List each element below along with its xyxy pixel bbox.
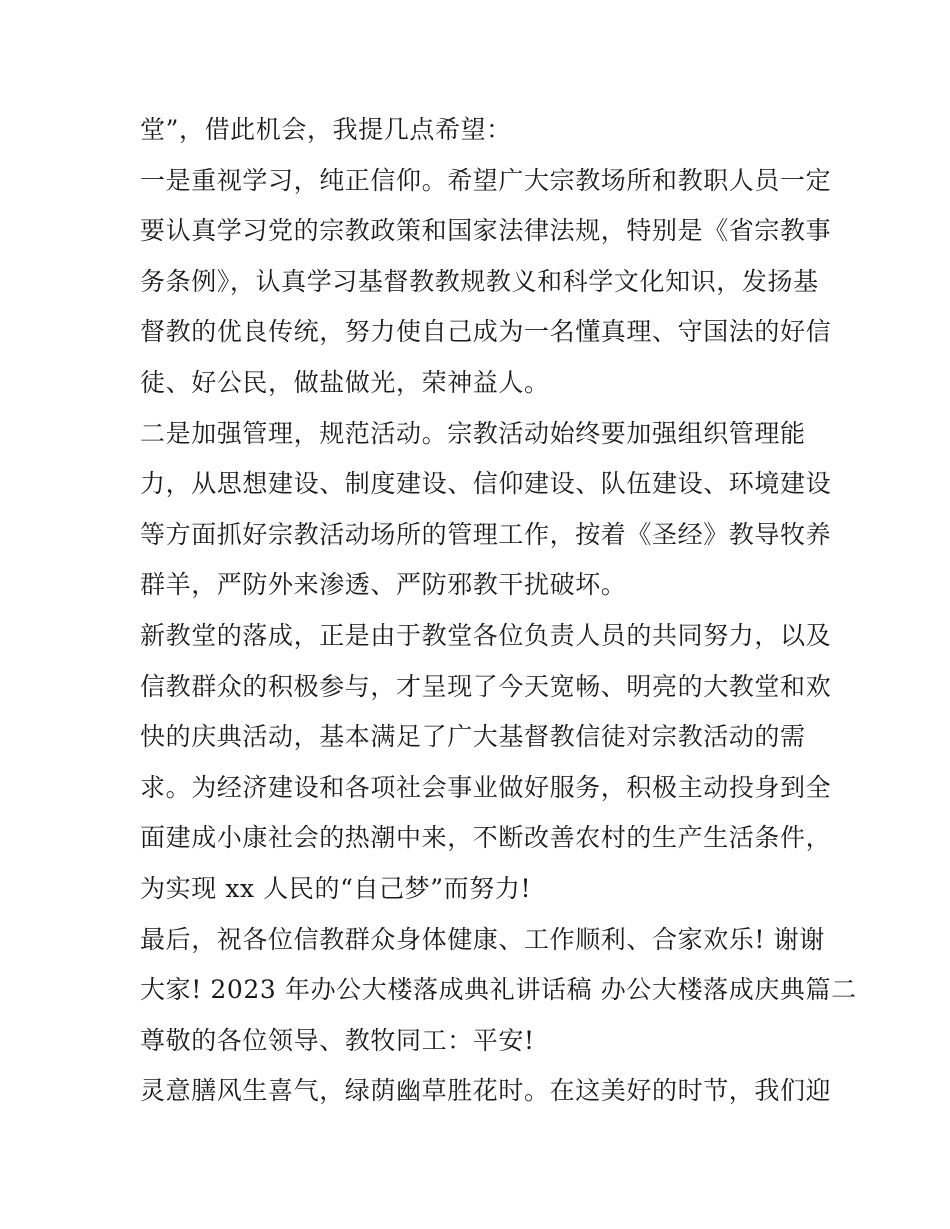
- text-line: 最后，祝各位信教群众身体健康、工作顺利、合家欢乐! 谢谢: [140, 924, 825, 954]
- text-line: 力，从思想建设、制度建设、信仰建设、队伍建设、环境建设: [140, 469, 832, 499]
- text-line: 二是加强管理，规范活动。宗教活动始终要加强组织管理能: [140, 418, 806, 448]
- text-line: 大家! 2023 年办公大楼落成典礼讲话稿 办公大楼落成庆典篇二: [140, 975, 857, 1005]
- text-line: 徒、好公民，做盐做光，荣神益人。: [140, 368, 550, 397]
- text-line: 督教的优良传统，努力使自己成为一名懂真理、守国法的好信: [140, 317, 832, 347]
- text-line: 信教群众的积极参与，才呈现了今天宽畅、明亮的大教堂和欢: [140, 671, 832, 701]
- text-line: 灵意膳风生喜气，绿荫幽草胜花时。在这美好的时节，我们迎: [140, 1076, 832, 1106]
- text-line: 堂”，借此机会，我提几点希望：: [140, 115, 512, 144]
- text-line: 等方面抓好宗教活动场所的管理工作，按着《圣经》教导牧养: [140, 519, 832, 549]
- text-line: 面建成小康社会的热潮中来，不断改善农村的生产生活条件，: [140, 823, 832, 853]
- text-line: 为实现 xx 人民的“自己梦”而努力!: [140, 874, 532, 903]
- text-line: 务条例》，认真学习基督教教规教义和科学文化知识，发扬基: [140, 266, 819, 296]
- text-line: 快的庆典活动，基本满足了广大基督教信徒对宗教活动的需: [140, 722, 806, 752]
- text-line: 尊敬的各位领导、教牧同工：平安!: [140, 1025, 535, 1055]
- text-line: 一是重视学习，纯正信仰。希望广大宗教场所和教职人员一定: [140, 165, 832, 195]
- text-line: 求。为经济建设和各项社会事业做好服务，积极主动投身到全: [140, 772, 832, 802]
- text-line: 新教堂的落成，正是由于教堂各位负责人员的共同努力，以及: [140, 621, 832, 650]
- text-line: 要认真学习党的宗教政策和国家法律法规，特别是《省宗教事: [140, 216, 832, 246]
- text-line: 群羊，严防外来渗透、严防邪教干扰破坏。: [140, 570, 627, 600]
